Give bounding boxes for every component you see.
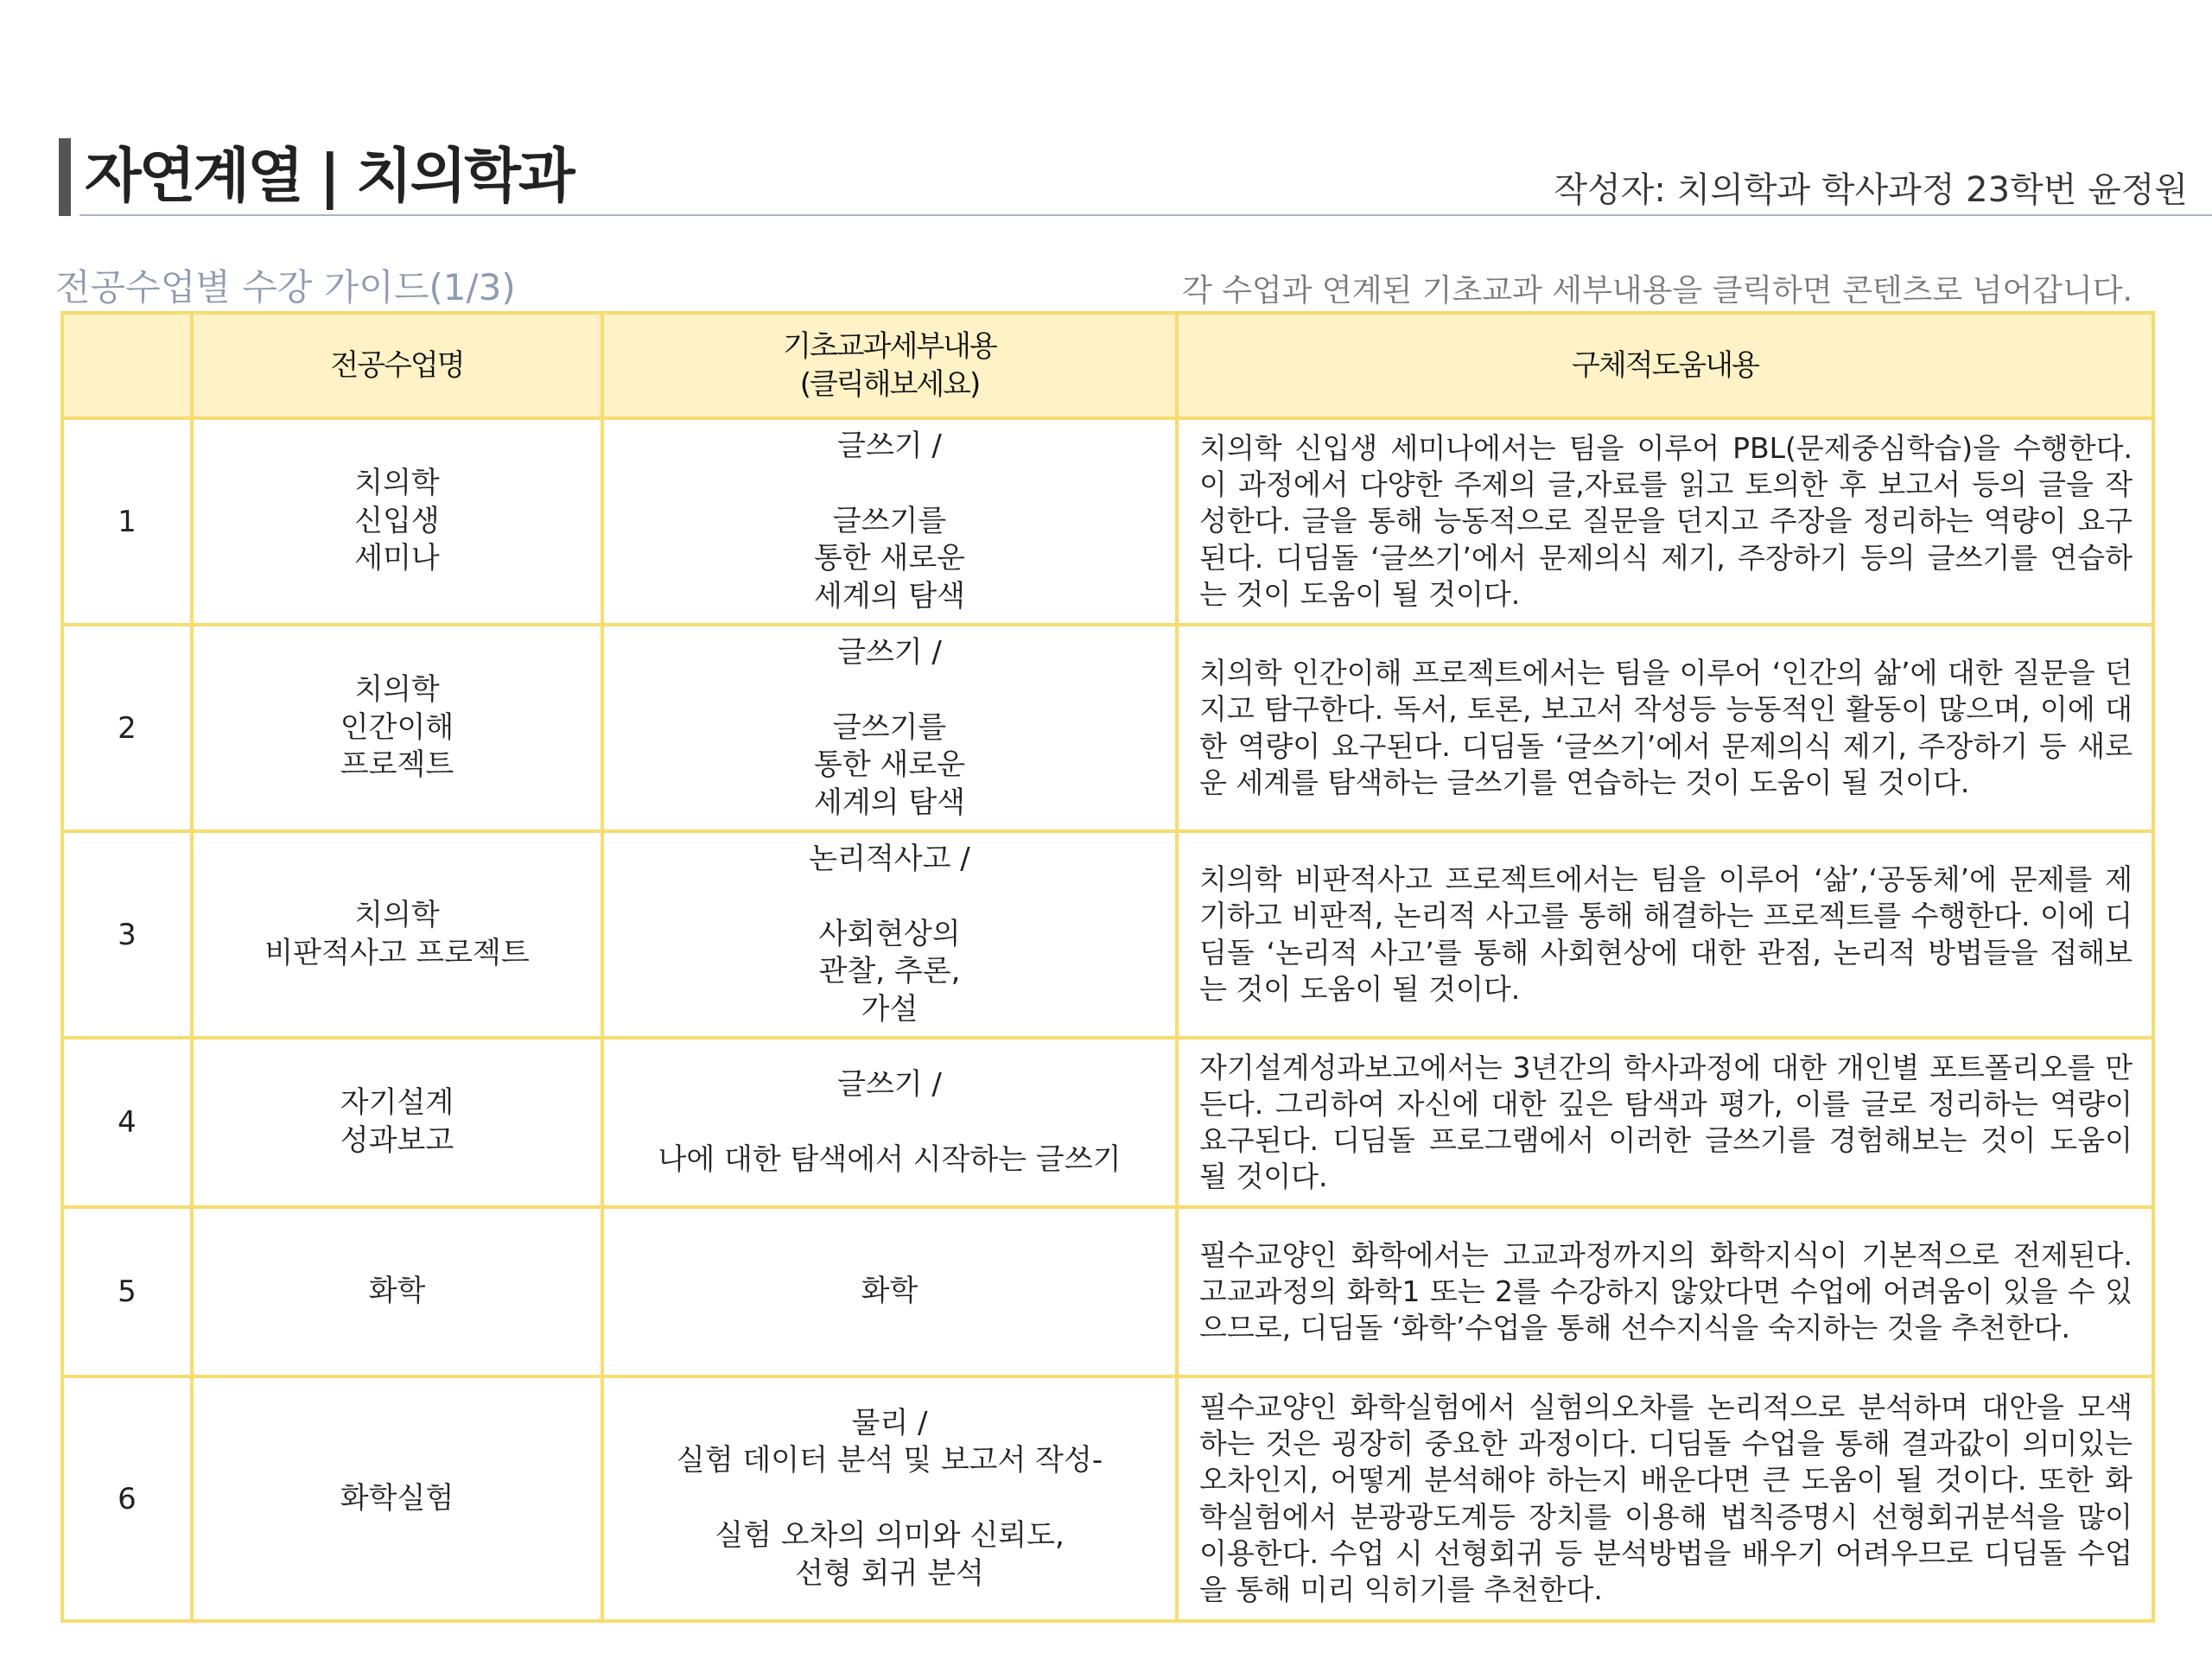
table-row bbox=[62, 1376, 2153, 1621]
header-basic-content bbox=[602, 313, 1177, 418]
course-name: 치의학 비판적사고 프로젝트 bbox=[192, 831, 602, 1038]
course-name: 자기설계 성과보고 bbox=[192, 1038, 602, 1207]
basic-content-text[interactable]: 글쓰기 / 나에 대한 탐색에서 시작하는 글쓰기 bbox=[658, 1066, 1122, 1177]
detail-help-text: 필수교양인 화학에서는 고교과정까지의 화학지식이 기본적으로 전제된다. 고교과정의 화학1 또는 2를 수강하지 않았다면 수업에 어려움이 있을 수 있으므로, 디딤돌 ‘화학’수업을 통해 선수지식을 숙지하는 것을 추천한다. bbox=[1177, 1207, 2153, 1376]
basic-content-text[interactable]: 글쓰기 / 글쓰기를 통한 새로운 세계의 탐색 bbox=[813, 428, 966, 613]
detail-help-text: 치의학 신입생 세미나에서는 팀을 이루어 PBL(문제중심학습)을 수행한다. 이 과정에서 다양한 주제의 글,자료를 읽고 토의한 후 보고서 등의 글을 작성한다. 글을 통해 능동적으로 질문을 던지고 주장을 정리하는 역량이 요구된다. 디딤돌 ‘글쓰기’에서 문제의식 제기, 주장하기 등의 글쓰기를 연습하는 것이 도움이 될 것이다. bbox=[1177, 418, 2153, 625]
row-number: 6 bbox=[62, 1376, 192, 1621]
basic-content-text[interactable]: 글쓰기 / 글쓰기를 통한 새로운 세계의 탐색 bbox=[813, 634, 966, 820]
basic-content-link[interactable] bbox=[602, 625, 1177, 831]
basic-content-link[interactable] bbox=[602, 1376, 1177, 1621]
header-basic-content-line1: 기초교과세부내용 bbox=[783, 328, 996, 364]
page-title: 자연계열 | 치의학과 bbox=[85, 143, 573, 211]
header-basic-content-line2: (클릭해보세요) bbox=[799, 367, 980, 402]
detail-help-text: 치의학 인간이해 프로젝트에서는 팀을 이루어 ‘인간의 삶’에 대한 질문을 던지고 탐구한다. 독서, 토론, 보고서 작성등 능동적인 활동이 많으며, 이에 대한 역량이 요구된다. 디딤돌 ‘글쓰기’에서 문제의식 제기, 주장하기 등 새로운 세계를 탐색하는 글쓰기를 연습하는 것이 도움이 될 것이다. bbox=[1177, 625, 2153, 831]
row-number: 2 bbox=[62, 625, 192, 831]
basic-content-link[interactable] bbox=[602, 1038, 1177, 1207]
course-name: 화학실험 bbox=[192, 1376, 602, 1621]
basic-content-text[interactable]: 화학 bbox=[861, 1274, 918, 1309]
basic-content-text[interactable]: 논리적사고 / 사회현상의 관찰, 추론, 가설 bbox=[809, 841, 970, 1027]
author-label: 작성자: 치의학과 학사과정 23학번 윤정원 bbox=[1554, 170, 2188, 210]
detail-help-text: 필수교양인 화학실험에서 실험의오차를 논리적으로 분석하며 대안을 모색하는 것은 굉장히 중요한 과정이다. 디딤돌 수업을 통해 결과값이 의미있는 오차인지, 어떻게 분석해야 하는지 배운다면 큰 도움이 될 것이다. 또한 화학실험에서 분광광도계등 장치를 이용해 법칙증명시 선형회귀분석을 많이 이용한다. 수업 시 선형회귀 등 분석방법을 배우기 어려우므로 디딤돌 수업을 통해 미리 익히기를 추천한다. bbox=[1177, 1376, 2153, 1621]
table-row bbox=[62, 1038, 2153, 1207]
section-subtitle: 전공수업별 수강 가이드(1/3) bbox=[55, 266, 516, 308]
table-row bbox=[62, 625, 2153, 831]
course-name: 치의학 신입생 세미나 bbox=[192, 418, 602, 625]
table-header-row bbox=[62, 313, 2153, 418]
title-accent-bar bbox=[59, 138, 71, 216]
row-number: 3 bbox=[62, 831, 192, 1038]
course-guide-table bbox=[60, 311, 2155, 1623]
basic-content-text[interactable]: 물리 / 실험 데이터 분석 및 보고서 작성- 실험 오차의 의미와 신뢰도, 선형 회귀 분석 bbox=[676, 1405, 1103, 1591]
table-row bbox=[62, 1207, 2153, 1376]
header-divider bbox=[79, 214, 2212, 216]
table-row bbox=[62, 418, 2153, 625]
header-detail-help: 구체적도움내용 bbox=[1177, 313, 2153, 418]
row-number: 1 bbox=[62, 418, 192, 625]
basic-content-link[interactable] bbox=[602, 418, 1177, 625]
header-course-name: 전공수업명 bbox=[192, 313, 602, 418]
table-row bbox=[62, 831, 2153, 1038]
course-name: 화학 bbox=[192, 1207, 602, 1376]
basic-content-link[interactable] bbox=[602, 831, 1177, 1038]
detail-help-text: 치의학 비판적사고 프로젝트에서는 팀을 이루어 ‘삶’,‘공동체’에 문제를 제기하고 비판적, 논리적 사고를 통해 해결하는 프로젝트를 수행한다. 이에 디딤돌 ‘논리적 사고’를 통해 사회현상에 대한 관점, 논리적 방법들을 접해보는 것이 도움이 될 것이다. bbox=[1177, 831, 2153, 1038]
detail-help-text: 자기설계성과보고에서는 3년간의 학사과정에 대한 개인별 포트폴리오를 만든다. 그리하여 자신에 대한 깊은 탐색과 평가, 이를 글로 정리하는 역량이 요구된다. 디딤돌 프로그램에서 이러한 글쓰기를 경험해보는 것이 도움이 될 것이다. bbox=[1177, 1038, 2153, 1207]
basic-content-link[interactable] bbox=[602, 1207, 1177, 1376]
click-notice: 각 수업과 연계된 기초교과 세부내용을 클릭하면 콘텐츠로 넘어갑니다. bbox=[1181, 273, 2133, 308]
row-number: 4 bbox=[62, 1038, 192, 1207]
header-number bbox=[62, 313, 192, 418]
row-number: 5 bbox=[62, 1207, 192, 1376]
course-name: 치의학 인간이해 프로젝트 bbox=[192, 625, 602, 831]
